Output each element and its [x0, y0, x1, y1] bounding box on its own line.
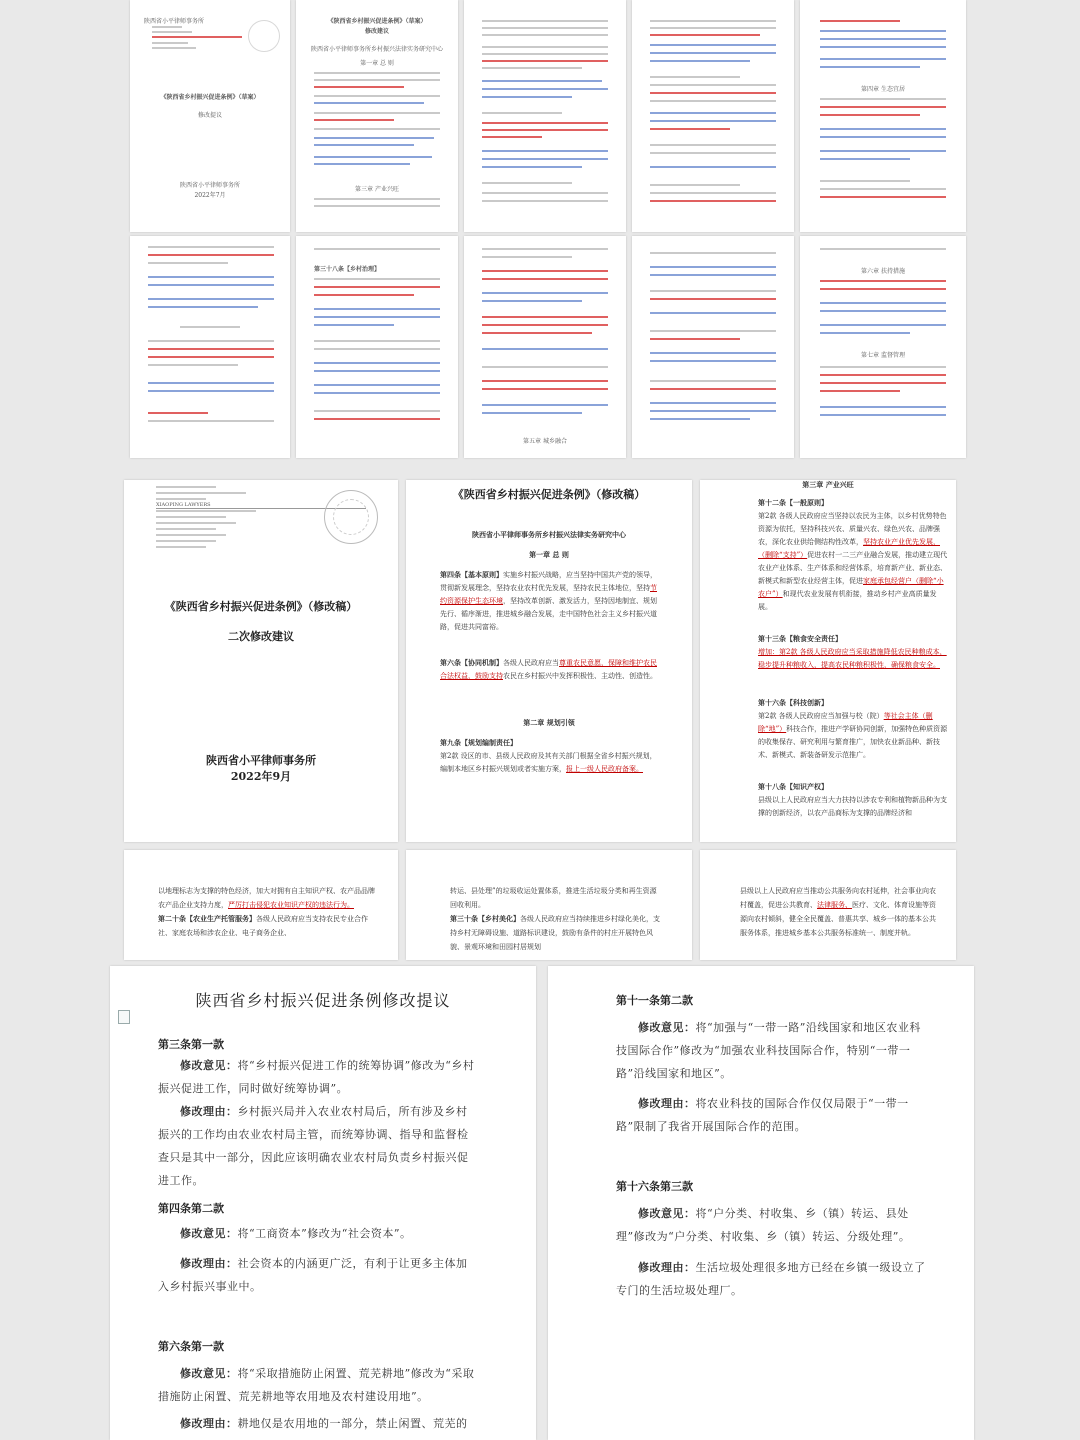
revision-mark: 家庭承包经营户（删除“小农户”） — [758, 577, 944, 598]
article-heading: 第三十条【乡村美化】 — [450, 914, 520, 923]
page-title: 《陕西省乡村振兴促进条例》（草案） — [327, 18, 427, 25]
revision-mark: 报上一级人民政府备案。 — [566, 765, 643, 773]
cover-title: 《陕西省乡村振兴促进条例》（修改稿） — [164, 600, 358, 613]
article-heading: 第四条【基本原则】 — [440, 570, 503, 579]
article-heading: 第十一条第二款 — [616, 994, 693, 1007]
cover-page-revision — [124, 480, 398, 842]
revision-mark: 严厉打击侵犯农业知识产权的违法行为。 — [228, 901, 354, 909]
page-title: 《陕西省乡村振兴促进条例》（修改稿） — [452, 488, 646, 501]
chapter-heading: 第一章 总 则 — [360, 60, 394, 67]
revision-mark: 等社会主体（删除“地”） — [758, 712, 933, 733]
page-thumb-r2-1 — [130, 236, 290, 458]
article-heading: 第六条【协同机制】 — [440, 658, 503, 667]
firm-header: 陕西省小平律师事务所 — [144, 18, 205, 25]
revision-mark: 法律服务、 — [817, 901, 852, 909]
page-partial-2 — [406, 850, 692, 960]
opinion-paragraph: 修改意见：将“户分类、村收集、乡（镇）转运、县处理”修改为“户分类、村收集、乡（镇）转运、分级处理”。 — [616, 1207, 911, 1243]
cover-subtitle: 修改提议 — [197, 112, 222, 119]
page-org: 陕西省小平律师事务所乡村振兴法律实务研究中心 — [310, 46, 443, 53]
chapter-heading: 第二章 规划引领 — [523, 718, 575, 727]
article-4: 第四条【基本原则】实施乡村振兴战略，应当坚持中国共产党的领导，贯彻新发展理念，坚持农业农村优先发展，坚持农民主体地位，坚持节约资源保护生态环境，坚持改革创新、激发活力，坚持因地制宜、规划先行、循序渐进，推进城乡融合发展，走中国特色社会主义乡村振兴道路，促进共同富裕。 — [440, 570, 657, 631]
article-heading: 第二十条【农业生产托管服务】 — [158, 914, 256, 923]
article-13 — [758, 632, 948, 672]
page-thumb-r1-1 — [130, 0, 290, 232]
article-heading: 第九条【规划编制责任】 — [440, 738, 517, 747]
firm-name-en: XIAOPING LAWYERS — [156, 502, 211, 508]
page-revision-ch1 — [406, 480, 692, 842]
reason-paragraph: 修改理由：社会资本的内涵更广泛，有利于让更多主体加入乡村振兴事业中。 — [158, 1257, 468, 1293]
chapter-heading: 第一章 总 则 — [529, 550, 569, 559]
chapter-heading: 第六章 扶持措施 — [861, 268, 905, 275]
opinion-paragraph: 修改意见：将“工商资本”修改为“社会资本”。 — [180, 1227, 412, 1240]
article-heading: 第十六条第三款 — [616, 1180, 693, 1193]
page-thumb-r2-3 — [464, 236, 626, 458]
opinion-paragraph: 修改意见：将“乡村振兴促进工作的统筹协调”修改为“乡村振兴促进工作，同时做好统筹协调”。 — [158, 1059, 475, 1095]
reason-paragraph: 修改理由：将农业科技的国际合作仅仅局限于“一带一路”限制了我省开展国际合作的范围。 — [616, 1097, 909, 1133]
revision-mark: 节约资源保护生态环境 — [440, 584, 657, 605]
cover-title: 《陕西省乡村振兴促进条例》（草案） — [160, 94, 260, 101]
page-proposal-left — [110, 966, 536, 1440]
page-thumb-r2-5 — [800, 236, 966, 458]
article-9: 第九条【规划编制责任】 第2款 设区的市、县级人民政府及其有关部门根据全省乡村振兴规划，编制本地区乡村振兴规划或者实施方案，报上一级人民政府备案。 — [440, 738, 657, 773]
revision-mark: 增加：第2款 各级人民政府应当采取措施降低农民种粮成本，稳步提升种粮收入，提高农民种粮积极性，确保粮食安全。 — [758, 648, 947, 669]
article-6: 第六条【协同机制】各级人民政府应当尊重农民意愿，保障和维护农民合法权益，鼓励支持农民在乡村振兴中发挥积极性、主动性、创造性。 — [440, 658, 657, 680]
revision-mark: 坚持农业产业优先发展，（删除“支持”） — [758, 538, 940, 559]
page-subtitle: 修改建议 — [364, 28, 389, 35]
cover-date: 2022年7月 — [194, 192, 226, 199]
article-12: 第十二条【一般原则】 第2款 各级人民政府应当坚持以农民为主体，以乡村优势特色资源为依托，坚持科技兴农、质量兴农、绿色兴农、品牌强农，深化农业供给侧结构性改革，坚持农业产业优先发展，（删除“支持”）促进农村一二三产业融合发展，推动建立现代农业产业体系、生产体系和经营体系，培育新产业、新业态、新模式和新型农业经营主体，促进家庭承包经营户（删除“小农户”）和现代农业发展有机衔接，推动乡村产业高质量发展。 — [758, 498, 948, 611]
reason-paragraph: 修改理由：乡村振兴局并入农业农村局后，所有涉及乡村振兴的工作均由农业农村局主管，而统筹协调、指导和监督检查只是其中一部分，因此应该明确农业农村局负责乡村振兴促进工作。 — [158, 1105, 469, 1187]
opinion-paragraph: 修改意见：将“采取措施防止闲置、荒芜耕地”修改为“采取措施防止闲置、荒芜耕地等农用地及农村建设用地”。 — [158, 1367, 475, 1403]
cover-org: 陕西省小平律师事务所 — [179, 182, 240, 189]
article-heading: 第十三条【粮食安全责任】 — [758, 634, 842, 643]
article-heading: 第三条第一款 — [158, 1038, 224, 1051]
page-org: 陕西省小平律师事务所乡村振兴法律实务研究中心 — [472, 530, 626, 539]
page-thumb-r1-5 — [800, 0, 966, 232]
chapter-heading: 第四章 生态宜居 — [861, 86, 905, 93]
page-partial-1 — [124, 850, 398, 960]
article-continuation: 县级以上人民政府应当推动公共服务向农村延伸，社会事业向农村覆盖，促进公共教育、法律服务、医疗、文化、体育设施等资源向农村倾斜，健全全民覆盖、普惠共享、城乡一体的基本公共服务体系，推进城乡基本公共服务标准统一、制度并轨。 — [740, 887, 936, 937]
page-revision-ch3 — [700, 480, 956, 842]
article-16: 第十六条【科技创新】 第2款 各级人民政府应当加强与校（院）等社会主体（删除“地”）科技合作，推进产学研协同创新，加强特色种质资源的收集保存、研究利用与繁育推广，加快农业新品种、新技术、新模式、新装备研发示范推广。 — [758, 698, 948, 759]
firm-logo — [324, 490, 378, 544]
document-icon — [118, 1010, 130, 1024]
reason-paragraph: 修改理由：耕地仅是农用地的一部分，禁止闲置、荒芜的 — [180, 1417, 468, 1430]
chapter-heading: 第七章 监督管理 — [861, 352, 905, 359]
opinion-paragraph: 修改意见：将“加强与“一带一路”沿线国家和地区农业科技国际合作”修改为“加强农业科技国际合作，特别“一带一路”沿线国家和地区”。 — [616, 1021, 921, 1080]
cover-subtitle: 二次修改建议 — [228, 630, 294, 643]
article-heading: 第十二条【一般原则】 — [758, 498, 828, 507]
page-title: 陕西省乡村振兴促进条例修改提议 — [195, 991, 451, 1010]
page-thumb-r2-4 — [632, 236, 794, 458]
page-thumb-r1-2 — [296, 0, 458, 232]
page-thumb-r1-3 — [464, 0, 626, 232]
cover-org: 陕西省小平律师事务所 — [206, 754, 316, 767]
article-18: 第十八条【知识产权】 县级以上人民政府应当大力扶持以涉农专利和植物新品种为支撑的创新经济，以农产品商标为支撑的品牌经济和 — [758, 782, 947, 817]
article-continuation: 转运、县处理”的垃圾收运处置体系，推进生活垃圾分类和再生资源回收利用。 第三十条【乡村美化】各级人民政府应当持续推进乡村绿化美化，支持乡村无障碍设施、道路标识建设，鼓励有条件的村庄开展特色风貌、景观环境和田园村居规划 — [450, 887, 660, 951]
article-heading: 第六条第一款 — [158, 1340, 224, 1353]
chapter-heading: 第三章 产业兴旺 — [802, 480, 854, 489]
firm-seal — [248, 20, 280, 52]
cover-date: 2022年9月 — [230, 770, 292, 783]
revision-mark: 尊重农民意愿，保障和维护农民合法权益，鼓励支持 — [440, 659, 657, 680]
page-proposal-right — [548, 966, 974, 1440]
page-thumb-r2-2 — [296, 236, 458, 458]
article-heading: 第十八条【知识产权】 — [758, 782, 828, 791]
article-heading: 第四条第二款 — [158, 1202, 224, 1215]
article-heading: 第三十八条【乡村治理】 — [314, 266, 381, 273]
page-partial-3 — [700, 850, 956, 960]
article-heading: 第十六条【科技创新】 — [758, 698, 828, 707]
page-thumb-r1-4 — [632, 0, 794, 232]
chapter-heading: 第五章 城乡融合 — [523, 438, 567, 445]
article-continuation: 以地理标志为支撑的特色经济，加大对拥有自主知识产权、农产品品牌农产品企业支持力度，严厉打击侵犯农业知识产权的违法行为。 第二十条【农业生产托管服务】各级人民政府应当支持农民专业合作社、家庭农场和涉农企业、电子商务企业、 — [158, 887, 375, 937]
chapter-heading: 第三章 产业兴旺 — [355, 186, 399, 193]
reason-paragraph: 修改理由：生活垃圾处理很多地方已经在乡镇一级设立了专门的生活垃圾处理厂。 — [616, 1261, 926, 1297]
